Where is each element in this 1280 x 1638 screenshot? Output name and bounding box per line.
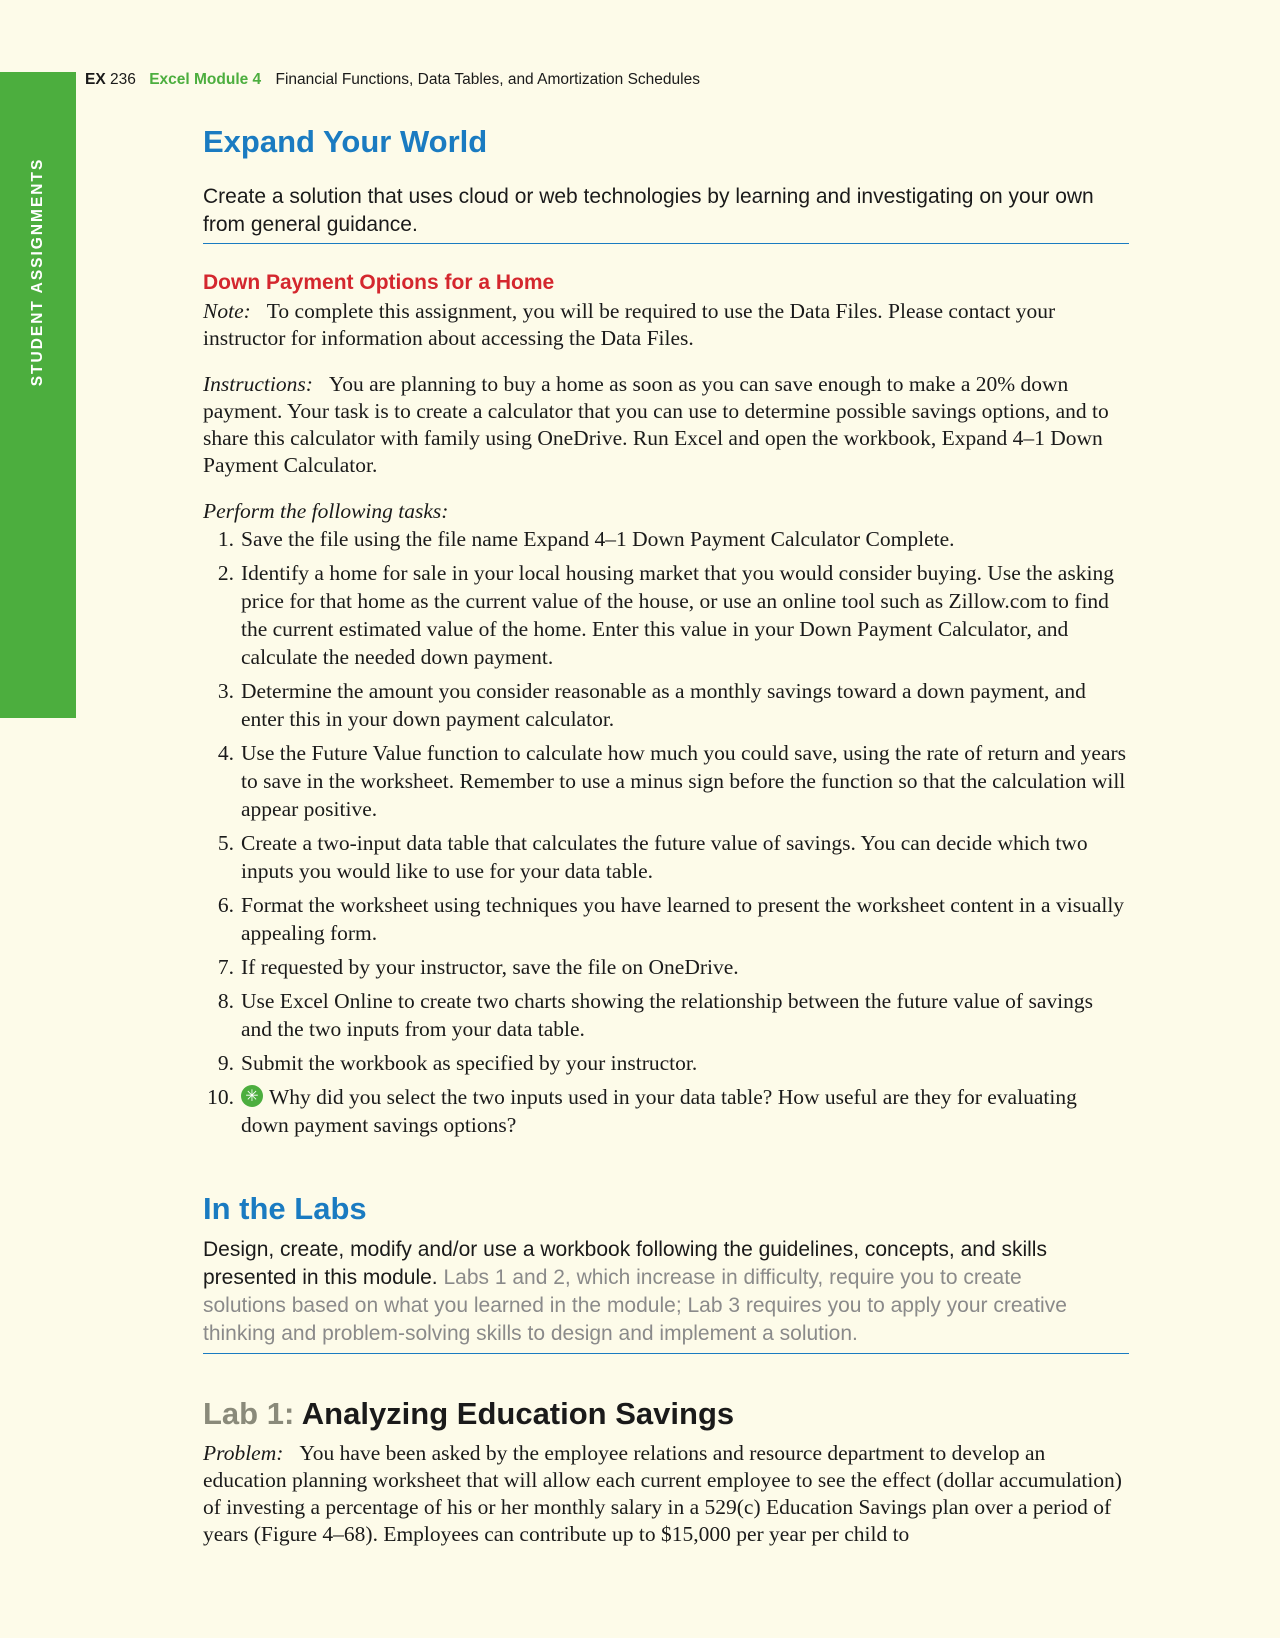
lab1-name: Analyzing Education Savings: [301, 1396, 735, 1431]
labs-heading: In the Labs: [203, 1191, 367, 1226]
expand-heading: Expand Your World: [203, 124, 488, 159]
list-item-number: 2.: [217, 561, 234, 585]
labs-lead-dark: Design, create, modify and/or use a workbook following the guidelines, concepts, and skills presented in this module.: [203, 1238, 1047, 1289]
list-item-text: If requested by your instructor, save the file on OneDrive.: [241, 955, 739, 979]
labs-lead-gray: Labs 1 and 2, which increase in difficulty, require you to create solutions based on what you learned in the module; Lab 3 requires you to apply your creative thinking and problem-solving skills to design and implement a solution.: [203, 1266, 1067, 1345]
labs-lead: [203, 1236, 1103, 1348]
problem-label: Problem:: [203, 1441, 284, 1465]
note-text: To complete this assignment, you will be required to use the Data Files. Please contact your instructor for information about accessing the Data Files.: [203, 299, 1056, 350]
expand-divider: [203, 243, 1129, 244]
problem-text: You have been asked by the employee relations and resource department to develop an education planning worksheet that will allow each current employee to see the effect (dollar accumulation) of investing a percentage of his or her monthly salary in a 529(c) Education Savings plan over a period of years (Figure 4–68). Employees can contribute up to $15,000 per year per child to: [203, 1441, 1122, 1546]
list-item-text: Create a two-input data table that calculates the future value of savings. You can decide which two inputs you would like to use for your data table.: [241, 831, 1088, 883]
header-title: Financial Functions, Data Tables, and Amortization Schedules: [275, 71, 700, 88]
tasks-label-line: [203, 498, 1129, 525]
list-item-number: 6.: [217, 893, 234, 917]
list-item: [203, 559, 1129, 671]
instructions-label: Instructions:: [203, 372, 313, 396]
list-item-number: 3.: [217, 679, 234, 703]
tasks-label: Perform the following tasks:: [203, 499, 449, 523]
header-page-number: 236: [110, 71, 136, 88]
note-label: Note:: [203, 299, 251, 323]
list-item: [203, 1049, 1129, 1077]
list-item: [203, 677, 1129, 733]
list-item-number: 1.: [217, 527, 234, 551]
list-item-text: Why did you select the two inputs used in your data table? How useful are they for evaluating down payment savings options?: [241, 1085, 1077, 1137]
list-item-text: Use Excel Online to create two charts showing the relationship between the future value of savings and the two inputs from your data table.: [241, 989, 1093, 1041]
instructions-paragraph: [203, 371, 1129, 479]
list-item-text: Use the Future Value function to calculate how much you could save, using the rate of return and years to save in the worksheet. Remember to use a minus sign before the function so that the calculation will appear positive.: [241, 741, 1127, 821]
expand-subheading: Down Payment Options for a Home: [203, 271, 555, 294]
list-item: [203, 1083, 1129, 1139]
lab1-title: [203, 1396, 734, 1432]
gear-icon: [241, 1085, 263, 1107]
list-item-text: Save the file using the file name Expand 4–1 Down Payment Calculator Complete.: [241, 527, 955, 551]
list-item-number: 9.: [217, 1051, 234, 1075]
lab1-prefix: Lab 1:: [203, 1396, 295, 1431]
header-code: EX: [85, 71, 106, 88]
list-item: [203, 739, 1129, 823]
list-item-number: 4.: [217, 741, 234, 765]
list-item: [203, 525, 1129, 553]
list-item-number: 7.: [217, 955, 234, 979]
labs-divider: [203, 1353, 1129, 1354]
list-item-text: Determine the amount you consider reasonable as a monthly savings toward a down payment, and enter this in your down payment calculator.: [241, 679, 1086, 731]
list-item-text: Submit the workbook as specified by your instructor.: [241, 1051, 698, 1075]
list-item: [203, 829, 1129, 885]
expand-lead: Create a solution that uses cloud or web technologies by learning and investigating on your own from general guidance.: [203, 185, 1094, 236]
list-item: [203, 953, 1129, 981]
running-header: [85, 71, 700, 89]
list-item: [203, 987, 1129, 1043]
list-item: [203, 891, 1129, 947]
side-tab-label: STUDENT ASSIGNMENTS: [29, 157, 46, 387]
task-list: [203, 525, 1129, 1145]
list-item-number: 10.: [207, 1085, 234, 1109]
note-paragraph: [203, 298, 1129, 352]
problem-paragraph: [203, 1440, 1129, 1548]
list-item-text: Identify a home for sale in your local housing market that you would consider buying. Use the asking price for that home as the current value of the house, or use an online tool such as Zillow.com to find the current estimated value of the home. Enter this value in your Down Payment Calculator, and calculate the needed down payment.: [241, 561, 1114, 669]
list-item-number: 5.: [217, 831, 234, 855]
side-tab: [0, 72, 76, 718]
header-module: Excel Module 4: [149, 71, 262, 88]
list-item-text: Format the worksheet using techniques you have learned to present the worksheet content in a visually appealing form.: [241, 893, 1125, 945]
list-item-number: 8.: [217, 989, 234, 1013]
instructions-text: You are planning to buy a home as soon as you can save enough to make a 20% down payment. Your task is to create a calculator that you can use to determine possible savings options, and to share this calculator with family using OneDrive. Run Excel and open the workbook, Expand 4–1 Down Payment Calculator.: [203, 372, 1109, 477]
